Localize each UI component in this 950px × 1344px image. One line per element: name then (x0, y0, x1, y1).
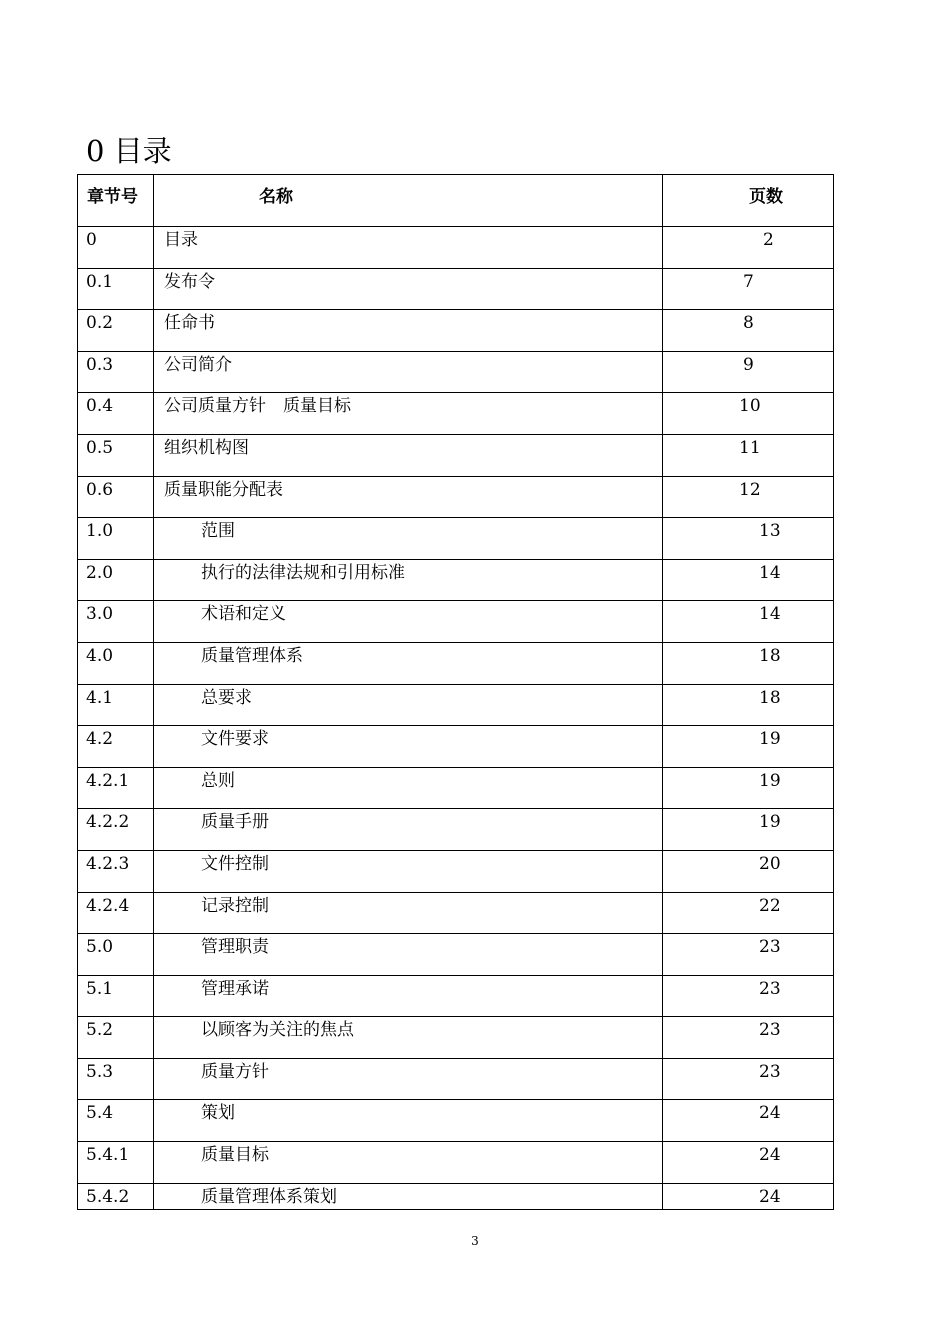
toc-section: 4.2.2 (78, 809, 154, 851)
toc-section: 5.4.2 (78, 1183, 154, 1209)
toc-page: 11 (663, 434, 834, 476)
toc-row (78, 726, 834, 768)
toc-section: 5.2 (78, 1017, 154, 1059)
toc-row (78, 1183, 834, 1209)
toc-header-row (78, 175, 834, 227)
toc-name: 管理职责 (154, 934, 663, 976)
toc-name: 总要求 (154, 684, 663, 726)
toc-section: 4.2.4 (78, 892, 154, 934)
toc-name: 管理承诺 (154, 975, 663, 1017)
toc-page: 18 (663, 684, 834, 726)
toc-name: 任命书 (154, 310, 663, 352)
toc-row (78, 850, 834, 892)
toc-page: 14 (663, 559, 834, 601)
toc-section: 5.4 (78, 1100, 154, 1142)
toc-name: 公司质量方针 质量目标 (154, 393, 663, 435)
toc-row (78, 351, 834, 393)
toc-row (78, 1058, 834, 1100)
toc-name: 术语和定义 (154, 601, 663, 643)
toc-row (78, 1142, 834, 1184)
toc-section: 4.1 (78, 684, 154, 726)
toc-page: 22 (663, 892, 834, 934)
toc-row (78, 434, 834, 476)
toc-row (78, 767, 834, 809)
toc-section: 4.2.1 (78, 767, 154, 809)
toc-page: 13 (663, 518, 834, 560)
toc-page: 23 (663, 975, 834, 1017)
toc-page: 9 (663, 351, 834, 393)
toc-name: 发布令 (154, 268, 663, 310)
toc-page: 23 (663, 1058, 834, 1100)
toc-page: 24 (663, 1183, 834, 1209)
toc-name: 记录控制 (154, 892, 663, 934)
toc-row (78, 476, 834, 518)
toc-name: 以顾客为关注的焦点 (154, 1017, 663, 1059)
toc-page: 23 (663, 1017, 834, 1059)
toc-section: 5.1 (78, 975, 154, 1017)
toc-row (78, 559, 834, 601)
toc-page: 8 (663, 310, 834, 352)
toc-page: 10 (663, 393, 834, 435)
toc-page: 19 (663, 767, 834, 809)
toc-row (78, 809, 834, 851)
toc-body (78, 227, 834, 1210)
toc-page: 20 (663, 850, 834, 892)
toc-name: 质量手册 (154, 809, 663, 851)
toc-page: 14 (663, 601, 834, 643)
toc-name: 质量职能分配表 (154, 476, 663, 518)
toc-section: 2.0 (78, 559, 154, 601)
toc-page: 7 (663, 268, 834, 310)
toc-row (78, 227, 834, 269)
toc-name: 策划 (154, 1100, 663, 1142)
toc-row (78, 393, 834, 435)
toc-section: 0.1 (78, 268, 154, 310)
toc-row (78, 934, 834, 976)
toc-name: 质量方针 (154, 1058, 663, 1100)
toc-name: 文件控制 (154, 850, 663, 892)
toc-section: 4.2 (78, 726, 154, 768)
toc-row (78, 684, 834, 726)
toc-name: 质量管理体系 (154, 642, 663, 684)
toc-page: 18 (663, 642, 834, 684)
toc-name: 质量管理体系策划 (154, 1183, 663, 1209)
toc-row (78, 268, 834, 310)
toc-page: 19 (663, 726, 834, 768)
toc-section: 0.5 (78, 434, 154, 476)
toc-row (78, 518, 834, 560)
toc-section: 3.0 (78, 601, 154, 643)
toc-section: 0.6 (78, 476, 154, 518)
toc-section: 0 (78, 227, 154, 269)
toc-page: 24 (663, 1142, 834, 1184)
toc-section: 0.2 (78, 310, 154, 352)
toc-row (78, 892, 834, 934)
toc-name: 范围 (154, 518, 663, 560)
toc-section: 4.2.3 (78, 850, 154, 892)
toc-page: 24 (663, 1100, 834, 1142)
toc-section: 5.4.1 (78, 1142, 154, 1184)
header-section: 章节号 (78, 175, 154, 227)
toc-section: 1.0 (78, 518, 154, 560)
toc-name: 执行的法律法规和引用标准 (154, 559, 663, 601)
page-number: 3 (471, 1234, 479, 1248)
toc-row (78, 1017, 834, 1059)
toc-name: 组织机构图 (154, 434, 663, 476)
toc-section: 5.3 (78, 1058, 154, 1100)
toc-row (78, 310, 834, 352)
toc-table (77, 174, 834, 1210)
toc-section: 0.3 (78, 351, 154, 393)
toc-name: 公司简介 (154, 351, 663, 393)
toc-page: 12 (663, 476, 834, 518)
toc-section: 5.0 (78, 934, 154, 976)
toc-name: 目录 (154, 227, 663, 269)
toc-row (78, 1100, 834, 1142)
toc-row (78, 601, 834, 643)
toc-name: 文件要求 (154, 726, 663, 768)
header-page: 页数 (663, 175, 834, 227)
page-title: 0 目录 (86, 134, 172, 168)
toc-page: 23 (663, 934, 834, 976)
toc-row (78, 642, 834, 684)
toc-page: 2 (663, 227, 834, 269)
toc-name: 质量目标 (154, 1142, 663, 1184)
toc-section: 4.0 (78, 642, 154, 684)
toc-page: 19 (663, 809, 834, 851)
toc-name: 总则 (154, 767, 663, 809)
toc-row (78, 975, 834, 1017)
header-name: 名称 (154, 175, 663, 227)
toc-section: 0.4 (78, 393, 154, 435)
